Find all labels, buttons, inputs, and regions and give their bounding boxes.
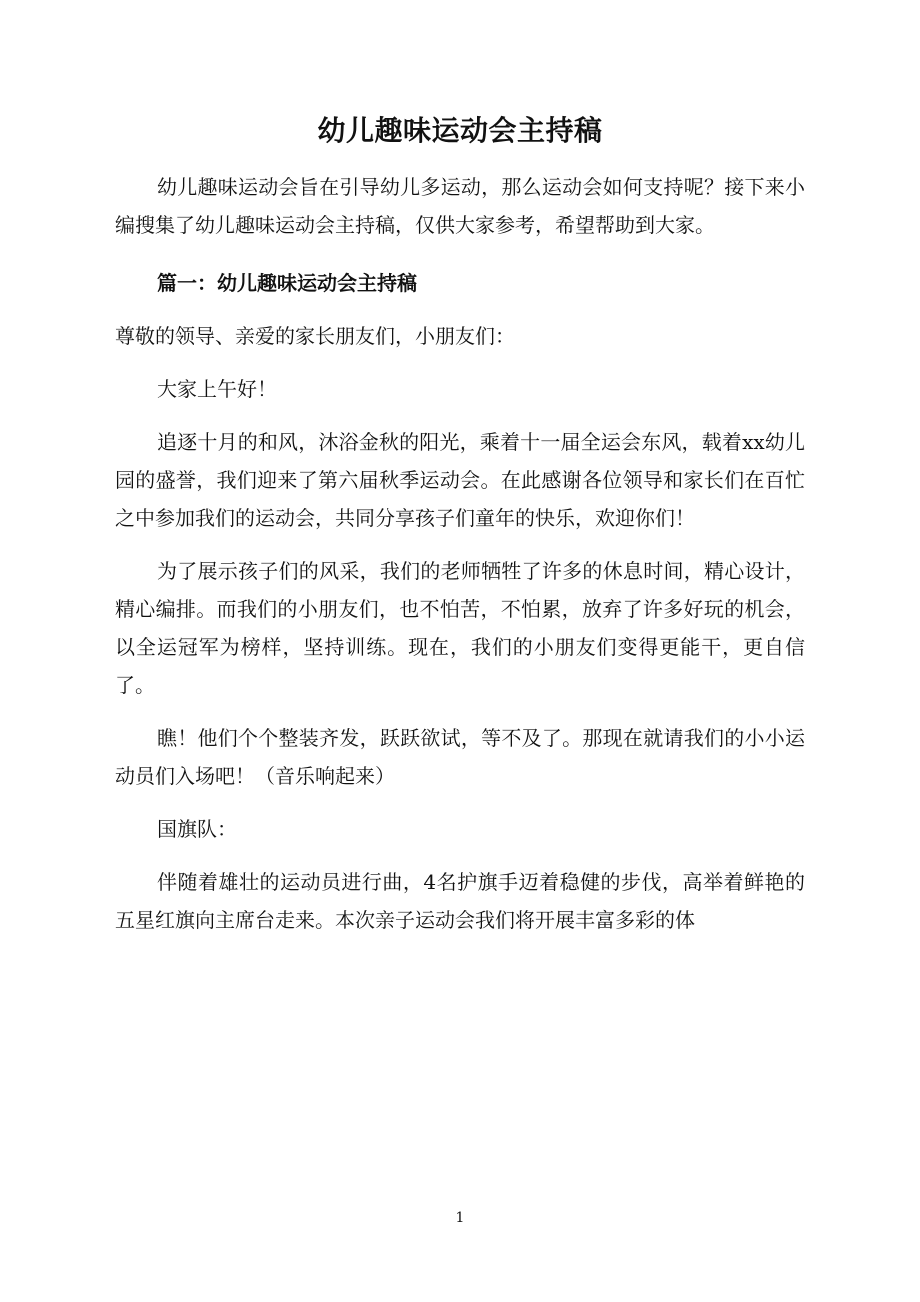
document-body: [115, 168, 805, 954]
intro-paragraph: 幼儿趣味运动会旨在引导幼儿多运动，那么运动会如何支持呢？接下来小编搜集了幼儿趣味运动会主持稿，仅供大家参考，希望帮助到大家。: [115, 175, 805, 237]
opening-paragraph: 追逐十月的和风，沐浴金秋的阳光，乘着十一届全运会东风，载着xx幼儿园的盛誉，我们迎来了第六届秋季运动会。在此感谢各位领导和家长们在百忙之中参加我们的运动会，共同分享孩子们童年的快乐，欢迎你们！: [115, 430, 805, 530]
greeting-paragraph: 大家上午好！: [157, 377, 277, 401]
flag-team-paragraph: 伴随着雄壮的运动员进行曲，4名护旗手迈着稳健的步伐，高举着鲜艳的五星红旗向主席台走来。本次亲子运动会我们将开展丰富多彩的体: [115, 870, 805, 932]
document-title: 幼儿趣味运动会主持稿: [317, 114, 603, 147]
salutation-paragraph: 尊敬的领导、亲爱的家长朋友们，小朋友们：: [115, 324, 515, 348]
flag-team-heading: 国旗队：: [157, 817, 237, 841]
page-number: 1: [455, 1210, 465, 1226]
entrance-paragraph: 瞧！他们个个整装齐发，跃跃欲试，等不及了。那现在就请我们的小小运动员们入场吧！（音乐响起来）: [115, 726, 805, 788]
teachers-paragraph: 为了展示孩子们的风采，我们的老师牺牲了许多的休息时间，精心设计，精心编排。而我们的小朋友们，也不怕苦，不怕累，放弃了许多好玩的机会，以全运冠军为榜样，坚持训练。现在，我们的小朋友们变得更能干，更自信了。: [115, 559, 805, 697]
section-heading: 篇一：幼儿趣味运动会主持稿: [157, 271, 417, 295]
